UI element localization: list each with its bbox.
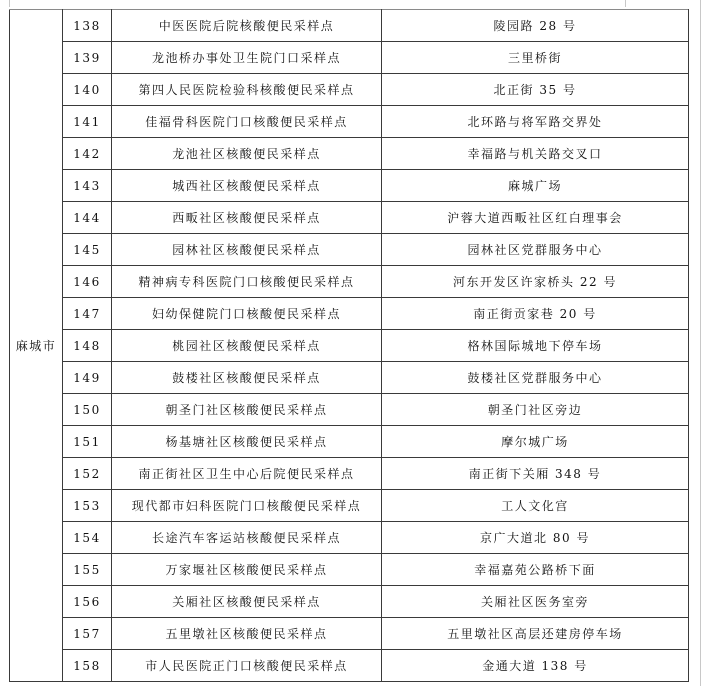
site-name: 桃园社区核酸便民采样点: [112, 330, 382, 362]
site-address: 北环路与将军路交界处: [382, 106, 689, 138]
site-address: 朝圣门社区旁边: [382, 394, 689, 426]
site-name: 朝圣门社区核酸便民采样点: [112, 394, 382, 426]
table-body: [10, 10, 689, 682]
table-row: [10, 458, 689, 490]
table-row: [10, 42, 689, 74]
row-number: 156: [63, 586, 112, 618]
table-row: [10, 138, 689, 170]
site-name: 佳福骨科医院门口核酸便民采样点: [112, 106, 382, 138]
table-row: [10, 426, 689, 458]
site-address: 南正街贡家巷 20 号: [382, 298, 689, 330]
site-name: 龙池社区核酸便民采样点: [112, 138, 382, 170]
table-row: [10, 330, 689, 362]
row-number: 139: [63, 42, 112, 74]
row-number: 151: [63, 426, 112, 458]
table-row: [10, 490, 689, 522]
site-address: 金通大道 138 号: [382, 650, 689, 682]
site-address: 格林国际城地下停车场: [382, 330, 689, 362]
table-row: [10, 618, 689, 650]
site-name: 鼓楼社区核酸便民采样点: [112, 362, 382, 394]
row-number: 150: [63, 394, 112, 426]
row-number: 146: [63, 266, 112, 298]
site-address: 沪蓉大道西畈社区红白理事会: [382, 202, 689, 234]
row-number: 145: [63, 234, 112, 266]
site-address: 工人文化宫: [382, 490, 689, 522]
table-row: [10, 10, 689, 42]
site-address: 河东开发区许家桥头 22 号: [382, 266, 689, 298]
site-name: 精神病专科医院门口核酸便民采样点: [112, 266, 382, 298]
row-number: 148: [63, 330, 112, 362]
table-row: [10, 202, 689, 234]
site-name: 万家堰社区核酸便民采样点: [112, 554, 382, 586]
table-row: [10, 522, 689, 554]
row-number: 141: [63, 106, 112, 138]
site-address: 摩尔城广场: [382, 426, 689, 458]
site-address: 京广大道北 80 号: [382, 522, 689, 554]
site-address: 幸福路与机关路交叉口: [382, 138, 689, 170]
site-address: 五里墩社区高层还建房停车场: [382, 618, 689, 650]
site-name: 城西社区核酸便民采样点: [112, 170, 382, 202]
site-address: 南正街下关厢 348 号: [382, 458, 689, 490]
row-number: 142: [63, 138, 112, 170]
table-row: [10, 586, 689, 618]
row-number: 157: [63, 618, 112, 650]
table-row: [10, 362, 689, 394]
site-address: 北正街 35 号: [382, 74, 689, 106]
corner-mark-right: [625, 0, 626, 7]
site-name: 长途汽车客运站核酸便民采样点: [112, 522, 382, 554]
site-name: 南正街社区卫生中心后院便民采样点: [112, 458, 382, 490]
site-name: 五里墩社区核酸便民采样点: [112, 618, 382, 650]
row-number: 154: [63, 522, 112, 554]
page-corner-marks: [0, 0, 726, 8]
table-row: [10, 394, 689, 426]
site-name: 园林社区核酸便民采样点: [112, 234, 382, 266]
site-address: 关厢社区医务室旁: [382, 586, 689, 618]
site-address: 三里桥街: [382, 42, 689, 74]
row-number: 143: [63, 170, 112, 202]
table-row: [10, 234, 689, 266]
table-row: [10, 266, 689, 298]
corner-mark-left: [9, 0, 10, 7]
table-row: [10, 554, 689, 586]
table-row: [10, 74, 689, 106]
site-address: 陵园路 28 号: [382, 10, 689, 42]
city-cell: 麻城市: [10, 10, 63, 682]
row-number: 155: [63, 554, 112, 586]
table-row: [10, 650, 689, 682]
site-name: 关厢社区核酸便民采样点: [112, 586, 382, 618]
row-number: 153: [63, 490, 112, 522]
site-name: 妇幼保健院门口核酸便民采样点: [112, 298, 382, 330]
row-number: 138: [63, 10, 112, 42]
row-number: 158: [63, 650, 112, 682]
table-row: [10, 298, 689, 330]
site-name: 现代都市妇科医院门口核酸便民采样点: [112, 490, 382, 522]
site-name: 第四人民医院检验科核酸便民采样点: [112, 74, 382, 106]
row-number: 152: [63, 458, 112, 490]
site-address: 鼓楼社区党群服务中心: [382, 362, 689, 394]
site-address: 园林社区党群服务中心: [382, 234, 689, 266]
page-edge: [700, 0, 701, 686]
site-name: 龙池桥办事处卫生院门口采样点: [112, 42, 382, 74]
row-number: 147: [63, 298, 112, 330]
site-address: 麻城广场: [382, 170, 689, 202]
row-number: 140: [63, 74, 112, 106]
site-name: 中医医院后院核酸便民采样点: [112, 10, 382, 42]
site-address: 幸福嘉苑公路桥下面: [382, 554, 689, 586]
site-name: 杨基塘社区核酸便民采样点: [112, 426, 382, 458]
row-number: 149: [63, 362, 112, 394]
row-number: 144: [63, 202, 112, 234]
site-name: 西畈社区核酸便民采样点: [112, 202, 382, 234]
table-row: [10, 106, 689, 138]
site-name: 市人民医院正门口核酸便民采样点: [112, 650, 382, 682]
table-row: [10, 170, 689, 202]
sampling-sites-table: [9, 9, 689, 682]
